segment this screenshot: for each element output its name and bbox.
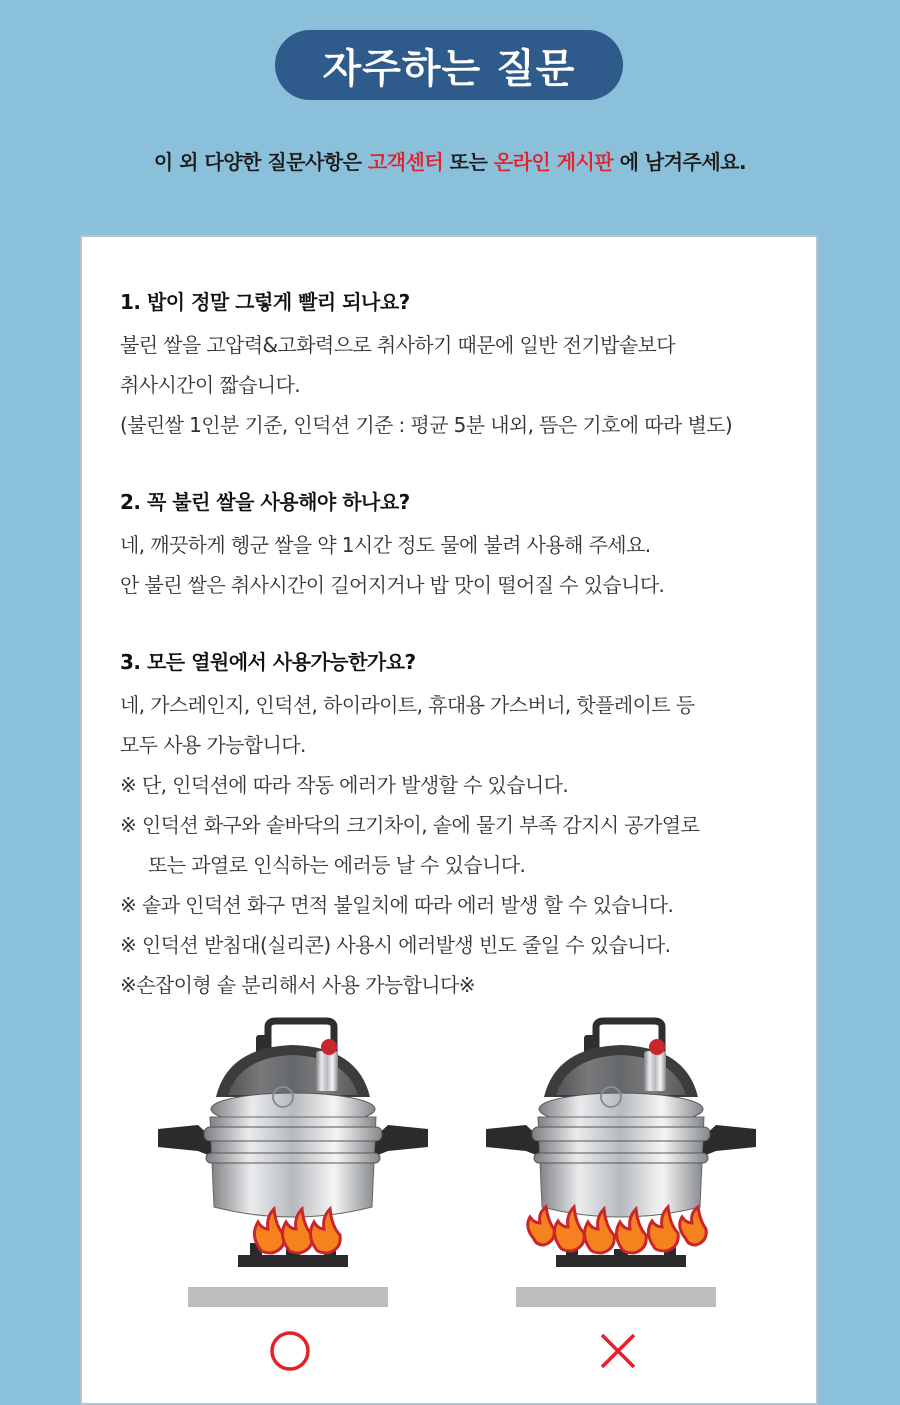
faq-answer-line: 모두 사용 가능합니다. (120, 733, 306, 757)
pot-on-burner-correct (158, 1017, 428, 1377)
faq-answer-line: ※ 단, 인덕션에 따라 작동 에러가 발생할 수 있습니다. (120, 773, 569, 797)
faq-item-3 (120, 645, 800, 1005)
faq-answer-line: ※ 인덕션 받침대(실리콘) 사용시 에러발생 빈도 줄일 수 있습니다. (120, 933, 671, 957)
faq-answer-line: 네, 깨끗하게 헹군 쌀을 약 1시간 정도 물에 불려 사용해 주세요. (120, 533, 651, 557)
pressure-cooker-icon (158, 1017, 428, 1317)
faq-answer-line: 또는 과열로 인식하는 에러등 날 수 있습니다. (148, 853, 526, 877)
faq-item-1 (120, 285, 800, 445)
faq-answer-line: ※ 솥과 인덕션 화구 면적 불일치에 따라 에러 발생 할 수 있습니다. (120, 893, 674, 917)
faq-question: 2. 꼭 불린 쌀을 사용해야 하나요? (120, 490, 410, 514)
faq-answer-line: 네, 가스레인지, 인덕션, 하이라이트, 휴대용 가스버너, 핫플레이트 등 (120, 693, 695, 717)
faq-card (80, 235, 818, 1405)
online-board-link[interactable]: 온라인 게시판 (493, 150, 614, 174)
faq-answer-line: 취사시간이 짧습니다. (120, 373, 300, 397)
customer-center-link[interactable]: 고객센터 (367, 150, 444, 174)
subtitle-text-post: 에 남겨주세요. (613, 150, 747, 174)
pressure-cooker-icon (486, 1017, 756, 1317)
faq-question: 1. 밥이 정말 그렇게 빨리 되나요? (120, 290, 410, 314)
faq-answer-line: 안 불린 쌀은 취사시간이 길어지거나 밥 맛이 떨어질 수 있습니다. (120, 573, 665, 597)
faq-question: 3. 모든 열원에서 사용가능한가요? (120, 650, 416, 674)
subtitle-text-pre: 이 외 다양한 질문사항은 (153, 150, 368, 174)
subtitle-text-mid: 또는 (443, 150, 494, 174)
faq-answer-line: ※손잡이형 솥 분리해서 사용 가능합니다※ (120, 973, 475, 997)
correct-circle-icon (268, 1329, 312, 1373)
faq-answer-line: 불린 쌀을 고압력&고화력으로 취사하기 때문에 일반 전기밥솥보다 (120, 333, 675, 357)
faq-answer-line: ※ 인덕션 화구와 솥바닥의 크기차이, 솥에 물기 부족 감지시 공가열로 (120, 813, 700, 837)
faq-item-2 (120, 485, 800, 605)
subtitle (0, 146, 900, 175)
page-title: 자주하는 질문 (275, 30, 623, 100)
faq-answer-line: (불린쌀 1인분 기준, 인덕션 기준 : 평균 5분 내외, 뜸은 기호에 따라 별도) (120, 413, 733, 437)
pot-on-burner-wrong (486, 1017, 756, 1377)
wrong-x-icon (596, 1329, 640, 1373)
